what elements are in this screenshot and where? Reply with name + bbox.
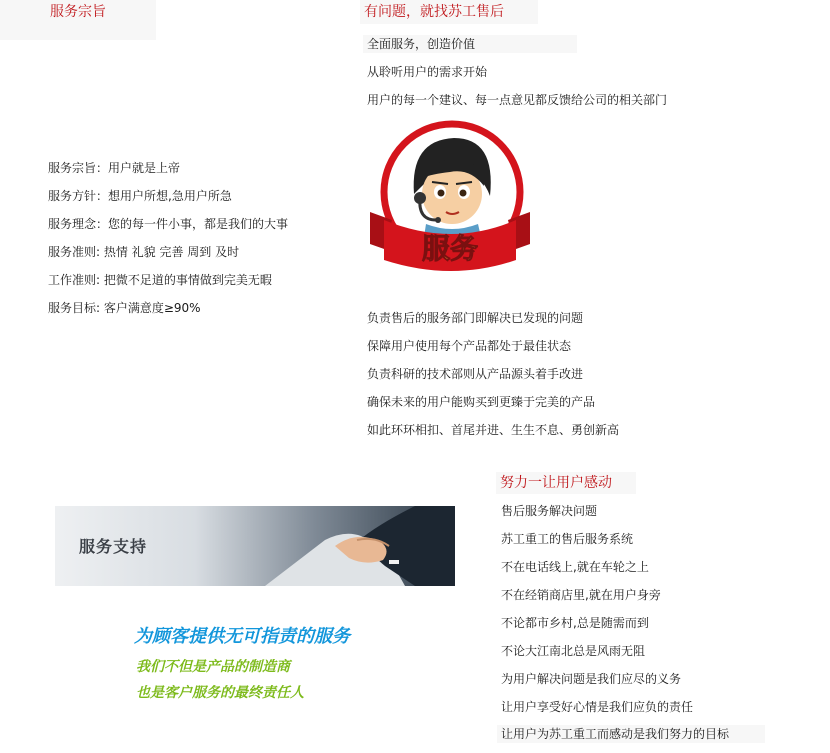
- effort-item: 不在电话线上,就在车轮之上: [501, 560, 649, 574]
- effort-item: 不在经销商店里,就在用户身旁: [501, 588, 661, 602]
- tenet-item: 服务目标: 客户满意度≥90%: [48, 301, 201, 315]
- after-sales-item: 用户的每一个建议、每一点意见都反馈给公司的相关部门: [367, 93, 668, 107]
- tenet-item: 工作准则: 把微不足道的事情做到完美无暇: [48, 273, 272, 287]
- heading-after-sales: 有问题，就找苏工售后: [360, 0, 538, 24]
- slogan-sub: 我们不但是产品的制造商: [136, 659, 290, 675]
- effort-item: 为用户解决问题是我们应尽的义务: [501, 672, 682, 686]
- after-sales-item: 全面服务，创造价值: [363, 35, 577, 53]
- effort-item: 不论都市乡村,总是随需而到: [501, 616, 649, 630]
- heading-effort: 努力一让用户感动: [496, 472, 636, 494]
- slogan-main: 为顾客提供无可指责的服务: [134, 626, 350, 647]
- after-sales-item: 如此环环相扣、首尾并进、生生不息、勇创新高: [367, 423, 620, 437]
- tenet-item: 服务准则: 热情 礼貌 完善 周到 及时: [48, 245, 240, 259]
- banner-title: 服务支持: [79, 537, 148, 556]
- after-sales-item: 从聆听用户的需求开始: [367, 65, 488, 79]
- effort-item: 售后服务解决问题: [501, 504, 598, 518]
- tenet-item: 服务理念：您的每一件小事，都是我们的大事: [48, 217, 289, 231]
- heading-service-tenet: 服务宗旨: [0, 0, 156, 40]
- effort-item: 苏工重工的售后服务系统: [501, 532, 634, 546]
- effort-item: 让用户享受好心情是我们应负的责任: [501, 700, 694, 714]
- after-sales-item: 负责售后的服务部门即解决已发现的问题: [367, 311, 584, 325]
- after-sales-item: 负责科研的技术部则从产品源头着手改进: [367, 367, 584, 381]
- after-sales-item: 保障用户使用每个产品都处于最佳状态: [367, 339, 572, 353]
- customer-service-mascot: [366, 116, 534, 278]
- handshake-image: [265, 506, 455, 586]
- service-support-banner: [55, 506, 455, 586]
- tenet-item: 服务方针：想用户所想,急用户所急: [48, 189, 232, 203]
- effort-item: 让用户为苏工重工而感动是我们努力的目标: [497, 725, 765, 743]
- after-sales-item: 确保未来的用户能购买到更臻于完美的产品: [367, 395, 596, 409]
- effort-item: 不论大江南北总是风雨无阻: [501, 644, 646, 658]
- mascot-badge-text: 服务: [421, 232, 479, 265]
- slogan-sub: 也是客户服务的最终责任人: [136, 685, 304, 701]
- tenet-item: 服务宗旨：用户就是上帝: [48, 161, 181, 175]
